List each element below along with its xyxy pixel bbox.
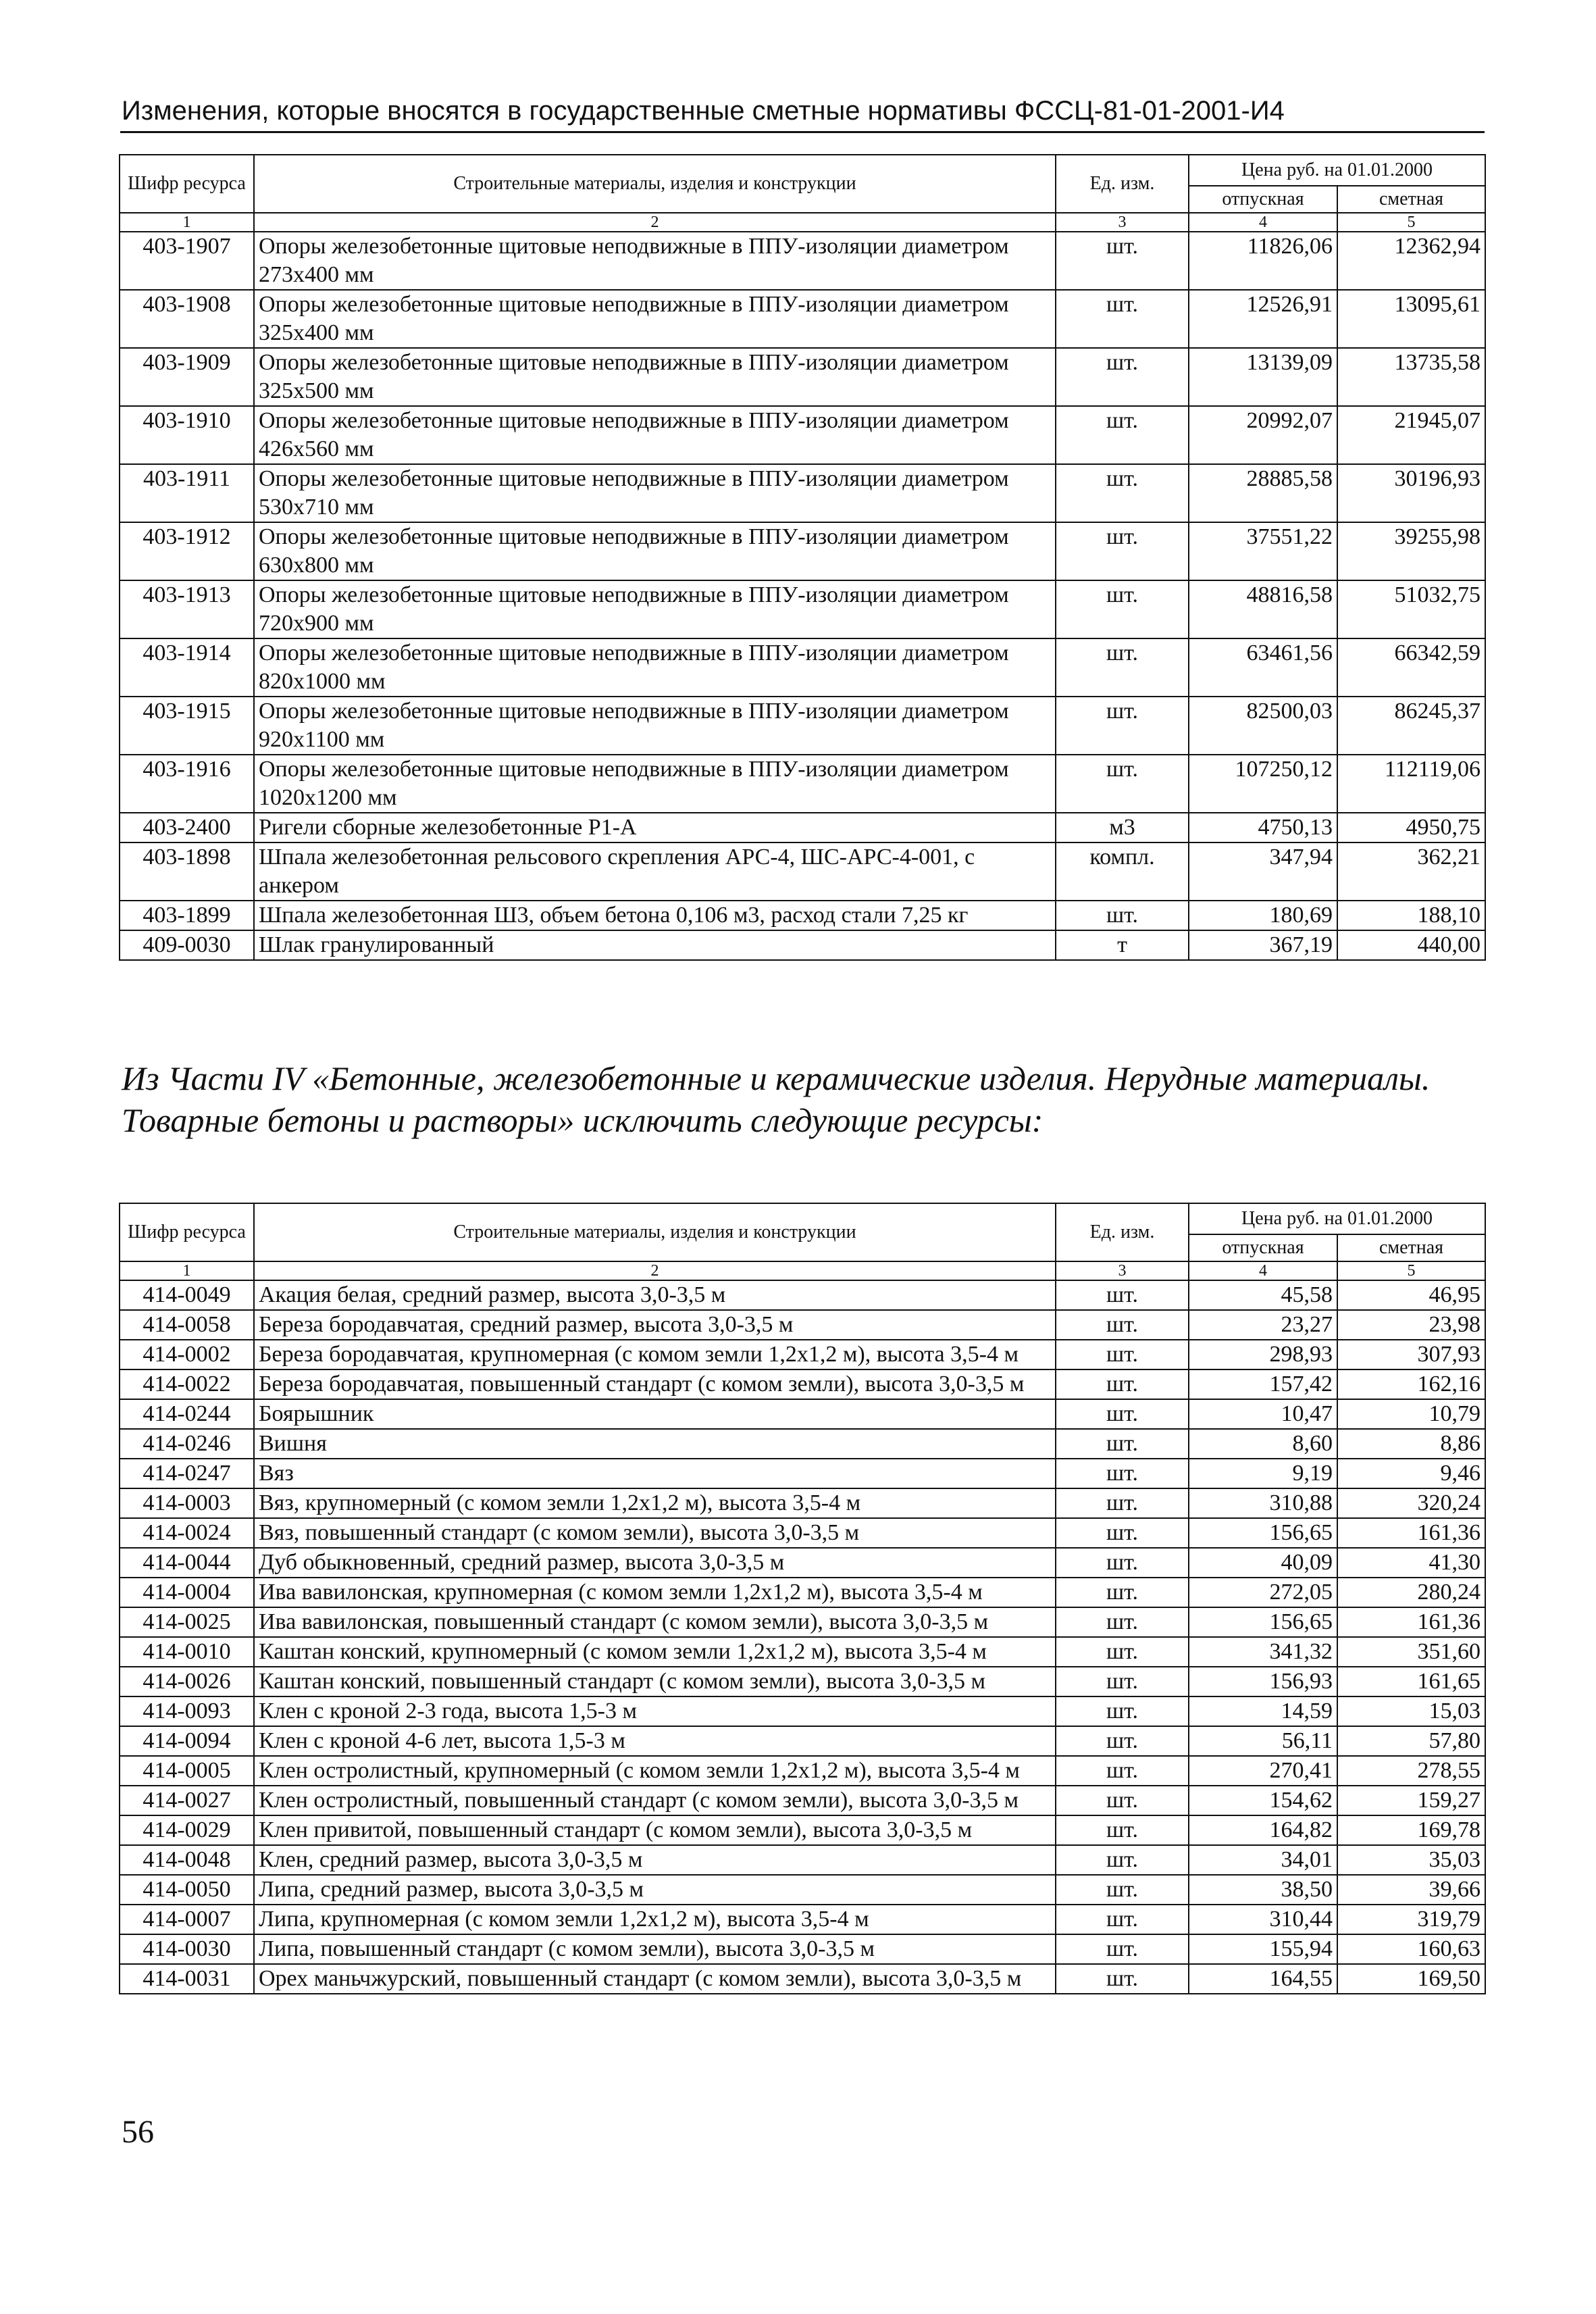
cell-estimate-price: 278,55 <box>1337 1756 1485 1786</box>
cell-estimate-price: 10,79 <box>1337 1399 1485 1429</box>
cell-code: 403-1912 <box>120 522 254 580</box>
cell-release-price: 45,58 <box>1189 1280 1337 1310</box>
cell-name: Опоры железобетонные щитовые неподвижные в ППУ-изоляции диаметром 1020х1200 мм <box>254 755 1056 813</box>
cell-release-price: 63461,56 <box>1189 638 1337 697</box>
cell-release-price: 9,19 <box>1189 1459 1337 1488</box>
cell-name: Орех маньчжурский, повышенный стандарт (с комом земли), высота 3,0-3,5 м <box>254 1964 1056 1994</box>
table-row <box>120 1548 1485 1578</box>
header-rule <box>120 131 1485 133</box>
cell-name: Береза бородавчатая, повышенный стандарт (с комом земли), высота 3,0-3,5 м <box>254 1369 1056 1399</box>
table-row <box>120 1578 1485 1607</box>
cell-code: 414-0010 <box>120 1637 254 1667</box>
cell-release-price: 48816,58 <box>1189 580 1337 638</box>
resources-table-1 <box>119 154 1486 961</box>
cell-code: 403-1899 <box>120 901 254 930</box>
cell-estimate-price: 161,36 <box>1337 1607 1485 1637</box>
table-row <box>120 406 1485 464</box>
cell-release-price: 107250,12 <box>1189 755 1337 813</box>
col-number: 2 <box>254 1261 1056 1280</box>
cell-estimate-price: 30196,93 <box>1337 464 1485 522</box>
cell-name: Вишня <box>254 1429 1056 1459</box>
cell-unit: шт. <box>1056 1875 1189 1905</box>
table-row <box>120 1607 1485 1637</box>
cell-name: Клен с кроной 4-6 лет, высота 1,5-3 м <box>254 1726 1056 1756</box>
cell-estimate-price: 159,27 <box>1337 1786 1485 1815</box>
cell-code: 414-0007 <box>120 1905 254 1934</box>
cell-name: Опоры железобетонные щитовые неподвижные в ППУ-изоляции диаметром 820х1000 мм <box>254 638 1056 697</box>
table-row <box>120 930 1485 960</box>
cell-unit: шт. <box>1056 232 1189 290</box>
col-header-code: Шифр ресурса <box>120 1203 254 1261</box>
cell-estimate-price: 41,30 <box>1337 1548 1485 1578</box>
table-row <box>120 232 1485 290</box>
cell-unit: шт. <box>1056 1637 1189 1667</box>
cell-name: Липа, средний размер, высота 3,0-3,5 м <box>254 1875 1056 1905</box>
cell-release-price: 298,93 <box>1189 1340 1337 1369</box>
cell-estimate-price: 66342,59 <box>1337 638 1485 697</box>
cell-name: Ива вавилонская, повышенный стандарт (с комом земли), высота 3,0-3,5 м <box>254 1607 1056 1637</box>
table-row <box>120 464 1485 522</box>
cell-release-price: 28885,58 <box>1189 464 1337 522</box>
cell-unit: шт. <box>1056 1934 1189 1964</box>
cell-code: 414-0031 <box>120 1964 254 1994</box>
cell-release-price: 180,69 <box>1189 901 1337 930</box>
cell-estimate-price: 188,10 <box>1337 901 1485 930</box>
cell-estimate-price: 23,98 <box>1337 1310 1485 1340</box>
cell-release-price: 12526,91 <box>1189 290 1337 348</box>
cell-name: Опоры железобетонные щитовые неподвижные в ППУ-изоляции диаметром 325х500 мм <box>254 348 1056 406</box>
cell-code: 414-0093 <box>120 1696 254 1726</box>
table-row <box>120 1815 1485 1845</box>
cell-unit: шт. <box>1056 1548 1189 1578</box>
col-header-estimate: сметная <box>1337 1234 1485 1261</box>
cell-estimate-price: 21945,07 <box>1337 406 1485 464</box>
cell-name: Опоры железобетонные щитовые неподвижные в ППУ-изоляции диаметром 325х400 мм <box>254 290 1056 348</box>
cell-unit: шт. <box>1056 1280 1189 1310</box>
col-header-code: Шифр ресурса <box>120 155 254 213</box>
cell-code: 403-1898 <box>120 842 254 901</box>
cell-code: 414-0058 <box>120 1310 254 1340</box>
cell-unit: шт. <box>1056 1905 1189 1934</box>
col-header-release: отпускная <box>1189 1234 1337 1261</box>
cell-estimate-price: 320,24 <box>1337 1488 1485 1518</box>
cell-unit: шт. <box>1056 1340 1189 1369</box>
cell-code: 403-1909 <box>120 348 254 406</box>
table-row <box>120 1459 1485 1488</box>
cell-name: Береза бородавчатая, средний размер, высота 3,0-3,5 м <box>254 1310 1056 1340</box>
cell-release-price: 164,82 <box>1189 1815 1337 1845</box>
cell-release-price: 310,44 <box>1189 1905 1337 1934</box>
cell-unit: шт. <box>1056 901 1189 930</box>
table-row <box>120 1786 1485 1815</box>
table-row <box>120 638 1485 697</box>
cell-unit: шт. <box>1056 1786 1189 1815</box>
table-row <box>120 1429 1485 1459</box>
cell-code: 414-0026 <box>120 1667 254 1696</box>
cell-name: Липа, повышенный стандарт (с комом земли), высота 3,0-3,5 м <box>254 1934 1056 1964</box>
table-row <box>120 1310 1485 1340</box>
cell-release-price: 40,09 <box>1189 1548 1337 1578</box>
cell-estimate-price: 13095,61 <box>1337 290 1485 348</box>
section-intro: Из Части IV «Бетонные, железобетонные и керамические изделия. Нерудные материалы. Товарные бетоны и растворы» исключить следующие ресурсы: <box>122 1059 1431 1139</box>
page-number: 56 <box>122 2114 154 2150</box>
cell-name: Опоры железобетонные щитовые неподвижные в ППУ-изоляции диаметром 273х400 мм <box>254 232 1056 290</box>
cell-release-price: 157,42 <box>1189 1369 1337 1399</box>
resources-table-2 <box>119 1203 1486 1994</box>
table-row <box>120 1726 1485 1756</box>
cell-release-price: 367,19 <box>1189 930 1337 960</box>
cell-code: 403-1916 <box>120 755 254 813</box>
cell-release-price: 270,41 <box>1189 1756 1337 1786</box>
table-row <box>120 522 1485 580</box>
table-row <box>120 1905 1485 1934</box>
cell-estimate-price: 307,93 <box>1337 1340 1485 1369</box>
cell-unit: шт. <box>1056 1518 1189 1548</box>
table-row <box>120 1875 1485 1905</box>
cell-code: 403-1907 <box>120 232 254 290</box>
cell-code: 414-0246 <box>120 1429 254 1459</box>
cell-release-price: 34,01 <box>1189 1845 1337 1875</box>
table-row <box>120 1518 1485 1548</box>
cell-unit: шт. <box>1056 1964 1189 1994</box>
cell-release-price: 23,27 <box>1189 1310 1337 1340</box>
cell-release-price: 347,94 <box>1189 842 1337 901</box>
cell-release-price: 341,32 <box>1189 1637 1337 1667</box>
table-row <box>120 348 1485 406</box>
cell-release-price: 82500,03 <box>1189 697 1337 755</box>
cell-estimate-price: 51032,75 <box>1337 580 1485 638</box>
cell-code: 403-1915 <box>120 697 254 755</box>
cell-name: Шпала железобетонная рельсового скрепления АРС-4, ШС-АРС-4-001, с анкером <box>254 842 1056 901</box>
cell-estimate-price: 319,79 <box>1337 1905 1485 1934</box>
table-row <box>120 1667 1485 1696</box>
cell-code: 414-0030 <box>120 1934 254 1964</box>
cell-estimate-price: 13735,58 <box>1337 348 1485 406</box>
cell-code: 414-0002 <box>120 1340 254 1369</box>
cell-estimate-price: 39,66 <box>1337 1875 1485 1905</box>
cell-unit: шт. <box>1056 580 1189 638</box>
cell-release-price: 164,55 <box>1189 1964 1337 1994</box>
cell-estimate-price: 57,80 <box>1337 1726 1485 1756</box>
cell-name: Опоры железобетонные щитовые неподвижные в ППУ-изоляции диаметром 920х1100 мм <box>254 697 1056 755</box>
cell-release-price: 8,60 <box>1189 1429 1337 1459</box>
cell-estimate-price: 112119,06 <box>1337 755 1485 813</box>
cell-code: 414-0027 <box>120 1786 254 1815</box>
table-row <box>120 697 1485 755</box>
cell-unit: шт. <box>1056 1578 1189 1607</box>
cell-code: 414-0244 <box>120 1399 254 1429</box>
cell-unit: шт. <box>1056 1399 1189 1429</box>
table-row <box>120 580 1485 638</box>
col-header-price: Цена руб. на 01.01.2000 <box>1189 1203 1485 1234</box>
cell-code: 414-0024 <box>120 1518 254 1548</box>
col-header-price: Цена руб. на 01.01.2000 <box>1189 155 1485 186</box>
cell-code: 403-1911 <box>120 464 254 522</box>
cell-name: Каштан конский, крупномерный (с комом земли 1,2х1,2 м), высота 3,5-4 м <box>254 1637 1056 1667</box>
cell-name: Вяз, крупномерный (с комом земли 1,2х1,2 м), высота 3,5-4 м <box>254 1488 1056 1518</box>
cell-name: Клен с кроной 2-3 года, высота 1,5-3 м <box>254 1696 1056 1726</box>
col-header-unit: Ед. изм. <box>1056 155 1189 213</box>
cell-name: Акация белая, средний размер, высота 3,0-3,5 м <box>254 1280 1056 1310</box>
cell-code: 414-0050 <box>120 1875 254 1905</box>
cell-unit: шт. <box>1056 1845 1189 1875</box>
cell-unit: шт. <box>1056 348 1189 406</box>
cell-release-price: 155,94 <box>1189 1934 1337 1964</box>
cell-name: Шпала железобетонная Ш3, объем бетона 0,106 м3, расход стали 7,25 кг <box>254 901 1056 930</box>
cell-estimate-price: 35,03 <box>1337 1845 1485 1875</box>
cell-estimate-price: 169,50 <box>1337 1964 1485 1994</box>
table-row <box>120 290 1485 348</box>
table-row <box>120 901 1485 930</box>
cell-estimate-price: 161,36 <box>1337 1518 1485 1548</box>
cell-unit: шт. <box>1056 1607 1189 1637</box>
cell-name: Дуб обыкновенный, средний размер, высота 3,0-3,5 м <box>254 1548 1056 1578</box>
cell-estimate-price: 440,00 <box>1337 930 1485 960</box>
col-header-name: Строительные материалы, изделия и конструкции <box>254 1203 1056 1261</box>
cell-name: Липа, крупномерная (с комом земли 1,2х1,2 м), высота 3,5-4 м <box>254 1905 1056 1934</box>
cell-code: 414-0005 <box>120 1756 254 1786</box>
table-row <box>120 1637 1485 1667</box>
cell-name: Вяз, повышенный стандарт (с комом земли), высота 3,0-3,5 м <box>254 1518 1056 1548</box>
cell-code: 414-0049 <box>120 1280 254 1310</box>
cell-release-price: 14,59 <box>1189 1696 1337 1726</box>
cell-release-price: 154,62 <box>1189 1786 1337 1815</box>
cell-estimate-price: 362,21 <box>1337 842 1485 901</box>
cell-unit: шт. <box>1056 1696 1189 1726</box>
cell-unit: шт. <box>1056 522 1189 580</box>
cell-release-price: 37551,22 <box>1189 522 1337 580</box>
cell-code: 409-0030 <box>120 930 254 960</box>
cell-release-price: 156,65 <box>1189 1607 1337 1637</box>
cell-code: 403-1914 <box>120 638 254 697</box>
cell-estimate-price: 4950,75 <box>1337 813 1485 842</box>
col-number: 1 <box>120 213 254 232</box>
cell-code: 414-0029 <box>120 1815 254 1845</box>
col-number: 3 <box>1056 213 1189 232</box>
col-header-release: отпускная <box>1189 186 1337 213</box>
cell-name: Ива вавилонская, крупномерная (с комом земли 1,2х1,2 м), высота 3,5-4 м <box>254 1578 1056 1607</box>
cell-name: Клен остролистный, повышенный стандарт (с комом земли), высота 3,0-3,5 м <box>254 1786 1056 1815</box>
cell-estimate-price: 39255,98 <box>1337 522 1485 580</box>
table-row <box>120 1845 1485 1875</box>
cell-unit: шт. <box>1056 406 1189 464</box>
table-row <box>120 1399 1485 1429</box>
cell-name: Каштан конский, повышенный стандарт (с комом земли), высота 3,0-3,5 м <box>254 1667 1056 1696</box>
cell-name: Клен привитой, повышенный стандарт (с комом земли), высота 3,0-3,5 м <box>254 1815 1056 1845</box>
cell-code: 414-0094 <box>120 1726 254 1756</box>
cell-code: 414-0044 <box>120 1548 254 1578</box>
cell-code: 414-0048 <box>120 1845 254 1875</box>
table-row <box>120 1340 1485 1369</box>
cell-release-price: 10,47 <box>1189 1399 1337 1429</box>
cell-release-price: 11826,06 <box>1189 232 1337 290</box>
cell-release-price: 56,11 <box>1189 1726 1337 1756</box>
col-number: 1 <box>120 1261 254 1280</box>
cell-unit: шт. <box>1056 1429 1189 1459</box>
cell-unit: шт. <box>1056 638 1189 697</box>
cell-unit: шт. <box>1056 1726 1189 1756</box>
cell-unit: шт. <box>1056 755 1189 813</box>
cell-unit: шт. <box>1056 1369 1189 1399</box>
cell-name: Опоры железобетонные щитовые неподвижные в ППУ-изоляции диаметром 530х710 мм <box>254 464 1056 522</box>
cell-unit: шт. <box>1056 1488 1189 1518</box>
table-row <box>120 842 1485 901</box>
cell-name: Боярышник <box>254 1399 1056 1429</box>
cell-release-price: 4750,13 <box>1189 813 1337 842</box>
cell-unit: т <box>1056 930 1189 960</box>
table-row <box>120 1934 1485 1964</box>
cell-code: 414-0003 <box>120 1488 254 1518</box>
cell-release-price: 38,50 <box>1189 1875 1337 1905</box>
table-row <box>120 1369 1485 1399</box>
cell-name: Вяз <box>254 1459 1056 1488</box>
col-number: 5 <box>1337 1261 1485 1280</box>
cell-release-price: 156,65 <box>1189 1518 1337 1548</box>
cell-estimate-price: 162,16 <box>1337 1369 1485 1399</box>
cell-name: Опоры железобетонные щитовые неподвижные в ППУ-изоляции диаметром 720х900 мм <box>254 580 1056 638</box>
table-row <box>120 1280 1485 1310</box>
cell-code: 403-1910 <box>120 406 254 464</box>
col-number: 5 <box>1337 213 1485 232</box>
cell-estimate-price: 169,78 <box>1337 1815 1485 1845</box>
cell-estimate-price: 12362,94 <box>1337 232 1485 290</box>
cell-estimate-price: 46,95 <box>1337 1280 1485 1310</box>
cell-release-price: 20992,07 <box>1189 406 1337 464</box>
col-header-unit: Ед. изм. <box>1056 1203 1189 1261</box>
cell-estimate-price: 351,60 <box>1337 1637 1485 1667</box>
cell-code: 414-0247 <box>120 1459 254 1488</box>
table-row <box>120 1488 1485 1518</box>
col-header-estimate: сметная <box>1337 186 1485 213</box>
cell-name: Береза бородавчатая, крупномерная (с комом земли 1,2х1,2 м), высота 3,5-4 м <box>254 1340 1056 1369</box>
cell-code: 403-1913 <box>120 580 254 638</box>
col-number: 4 <box>1189 213 1337 232</box>
table-row <box>120 1964 1485 1994</box>
cell-unit: шт. <box>1056 464 1189 522</box>
cell-unit: компл. <box>1056 842 1189 901</box>
cell-estimate-price: 160,63 <box>1337 1934 1485 1964</box>
cell-release-price: 13139,09 <box>1189 348 1337 406</box>
cell-estimate-price: 86245,37 <box>1337 697 1485 755</box>
cell-unit: м3 <box>1056 813 1189 842</box>
cell-name: Клен, средний размер, высота 3,0-3,5 м <box>254 1845 1056 1875</box>
cell-code: 414-0025 <box>120 1607 254 1637</box>
cell-name: Клен остролистный, крупномерный (с комом земли 1,2х1,2 м), высота 3,5-4 м <box>254 1756 1056 1786</box>
cell-unit: шт. <box>1056 1667 1189 1696</box>
cell-code: 403-1908 <box>120 290 254 348</box>
table-row <box>120 813 1485 842</box>
cell-unit: шт. <box>1056 1459 1189 1488</box>
table-row <box>120 755 1485 813</box>
cell-code: 403-2400 <box>120 813 254 842</box>
cell-name: Ригели сборные железобетонные Р1-А <box>254 813 1056 842</box>
cell-release-price: 310,88 <box>1189 1488 1337 1518</box>
cell-code: 414-0022 <box>120 1369 254 1399</box>
cell-unit: шт. <box>1056 1756 1189 1786</box>
cell-estimate-price: 15,03 <box>1337 1696 1485 1726</box>
cell-unit: шт. <box>1056 1310 1189 1340</box>
cell-code: 414-0004 <box>120 1578 254 1607</box>
table-row <box>120 1756 1485 1786</box>
cell-estimate-price: 161,65 <box>1337 1667 1485 1696</box>
page-header: Изменения, которые вносятся в государственные сметные нормативы ФССЦ-81-01-2001-И4 <box>122 96 1285 126</box>
col-number: 3 <box>1056 1261 1189 1280</box>
cell-release-price: 272,05 <box>1189 1578 1337 1607</box>
cell-unit: шт. <box>1056 1815 1189 1845</box>
cell-name: Опоры железобетонные щитовые неподвижные в ППУ-изоляции диаметром 630х800 мм <box>254 522 1056 580</box>
col-header-name: Строительные материалы, изделия и конструкции <box>254 155 1056 213</box>
cell-estimate-price: 280,24 <box>1337 1578 1485 1607</box>
cell-estimate-price: 8,86 <box>1337 1429 1485 1459</box>
cell-release-price: 156,93 <box>1189 1667 1337 1696</box>
cell-name: Шлак гранулированный <box>254 930 1056 960</box>
cell-name: Опоры железобетонные щитовые неподвижные в ППУ-изоляции диаметром 426х560 мм <box>254 406 1056 464</box>
cell-unit: шт. <box>1056 290 1189 348</box>
col-number: 4 <box>1189 1261 1337 1280</box>
table-row <box>120 1696 1485 1726</box>
col-number: 2 <box>254 213 1056 232</box>
cell-unit: шт. <box>1056 697 1189 755</box>
cell-estimate-price: 9,46 <box>1337 1459 1485 1488</box>
